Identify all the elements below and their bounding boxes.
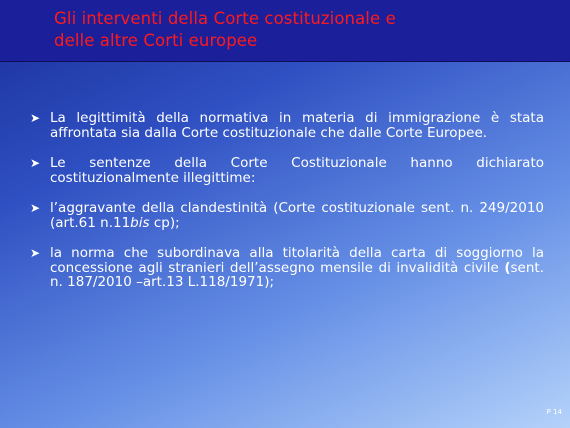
title-bar [0,0,570,62]
arrow-bullet-icon: ➤ [30,111,41,125]
slide-title [54,8,396,52]
bullet-text: la norma che subordinava alla titolarità della carta di soggiorno la concessione agli stranieri dell’assegno mensile di invalidità civile [50,245,544,276]
bullet-item [30,201,544,230]
arrow-bullet-icon: ➤ [30,246,41,260]
slide-title-line-2: delle altre Corti europee [54,31,258,50]
bullet-text-italic: bis [130,214,150,231]
bullet-text: l’aggravante della clandestinità (Corte costituzionale sent. n. 249/2010 (art.61 n.11 [50,200,544,231]
page-number: P 14 [546,408,562,416]
bullet-text-bold: ( [504,259,511,276]
bullet-item [30,246,544,290]
bullet-text: Le sentenze della Corte Costituzionale hanno dichiarato costituzionalmente illegittime: [50,155,544,186]
arrow-bullet-icon: ➤ [30,156,41,170]
bullet-text-end: cp); [149,214,180,231]
bullet-list [30,111,544,306]
arrow-bullet-icon: ➤ [30,201,41,215]
bullet-text: La legittimità della normativa in materia di immigrazione è stata affrontata sia dalla Corte costituzionale che dalle Corte Europee. [50,110,544,141]
bullet-item [30,156,544,185]
bullet-text-end: sent. n. 187/2010 –art.13 L.118/1971); [50,259,544,290]
slide-title-line-1: Gli interventi della Corte costituzionale e [54,9,396,28]
bullet-item [30,111,544,140]
